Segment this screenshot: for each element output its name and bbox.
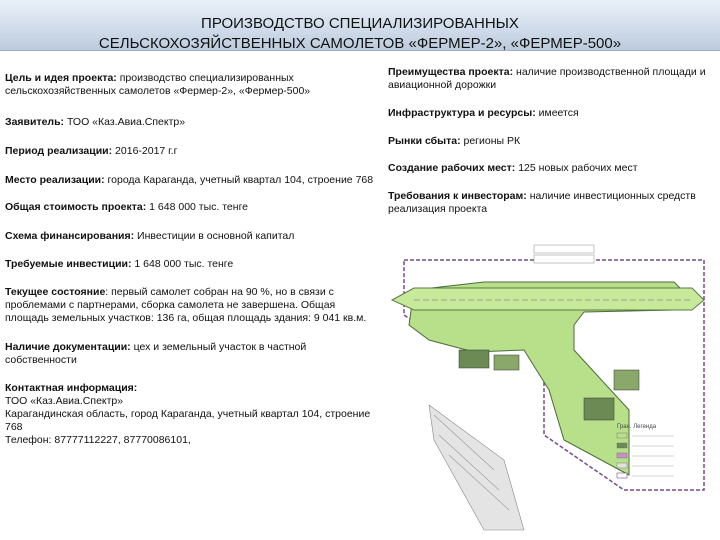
plan-building-3 [584,398,614,420]
location-field: Место реализации: города Караганда, учетный квартал 104, строение 768 [5,174,374,186]
page-title-line2: СЕЛЬСКОХОЗЯЙСТВЕННЫХ САМОЛЕТОВ «ФЕРМЕР-2», «ФЕРМЕР-500» [98,35,622,53]
plan-label-box [534,245,594,253]
plan-runway [392,288,704,310]
right-column [388,66,708,216]
plan-legend-swatch [617,473,627,478]
financing-field: Схема финансирования: Инвестиции в основной капитал [5,230,295,242]
plan-legend-swatch [617,463,627,468]
plan-building-1 [459,350,489,368]
contacts-phone: Телефон: 87777112227, 87770086101, [5,434,191,446]
applicant-field: Заявитель: ТОО «Каз.Авиа.Спектр» [5,116,186,128]
cost-field: Общая стоимость проекта: 1 648 000 тыс. тенге [5,201,249,213]
jobs-field: Создание рабочих мест: 125 новых рабочих мест [388,162,638,174]
page-title [0,14,720,54]
contacts-label: Контактная информация: [5,382,138,394]
plan-legend-swatch [617,433,627,438]
page-title-line1: ПРОИЗВОДСТВО СПЕЦИАЛИЗИРОВАННЫХ [201,15,519,33]
contacts-address: Карагандинская область, город Караганда, учетный квартал 104, строение 768 [5,408,371,433]
investment-field: Требуемые инвестиции: 1 648 000 тыс. тенге [5,258,234,270]
site-plan-map [374,240,718,535]
markets-field: Рынки сбыта: регионы РК [388,135,521,147]
left-column [5,72,377,447]
infrastructure-field: Инфраструктура и ресурсы: имеется [388,107,579,119]
goal-field: Цель и идея проекта: производство специализированных сельскохозяйственных самолетов «Фермер-2», «Фермер-500» [5,72,311,97]
plan-legend-title: Гран. Легенда [617,424,657,430]
advantages-field: Преимущества проекта: наличие производственной площади и авиационной дорожки [388,66,706,91]
status-field: Текущее состояние: первый самолет собран на 90 %, но в связи с проблемами с партнерами, сборка самолета не завершена. Общая площадь земельных участков: 136 га, общая площадь здания: 9 041 кв.м. [5,286,367,324]
contacts-company: ТОО «Каз.Авиа.Спектр» [5,395,124,407]
plan-building-4 [614,370,639,390]
plan-legend-swatch [617,453,627,458]
plan-legend-swatch [617,443,627,448]
requirements-field: Требования к инвесторам: наличие инвестиционных средств реализация проекта [388,190,696,215]
documents-field: Наличие документации: цех и земельный участок в частной собственности [5,341,307,366]
plan-building-2 [494,355,519,370]
plan-label-box [534,255,594,263]
period-field: Период реализации: 2016-2017 г.г [5,145,178,157]
